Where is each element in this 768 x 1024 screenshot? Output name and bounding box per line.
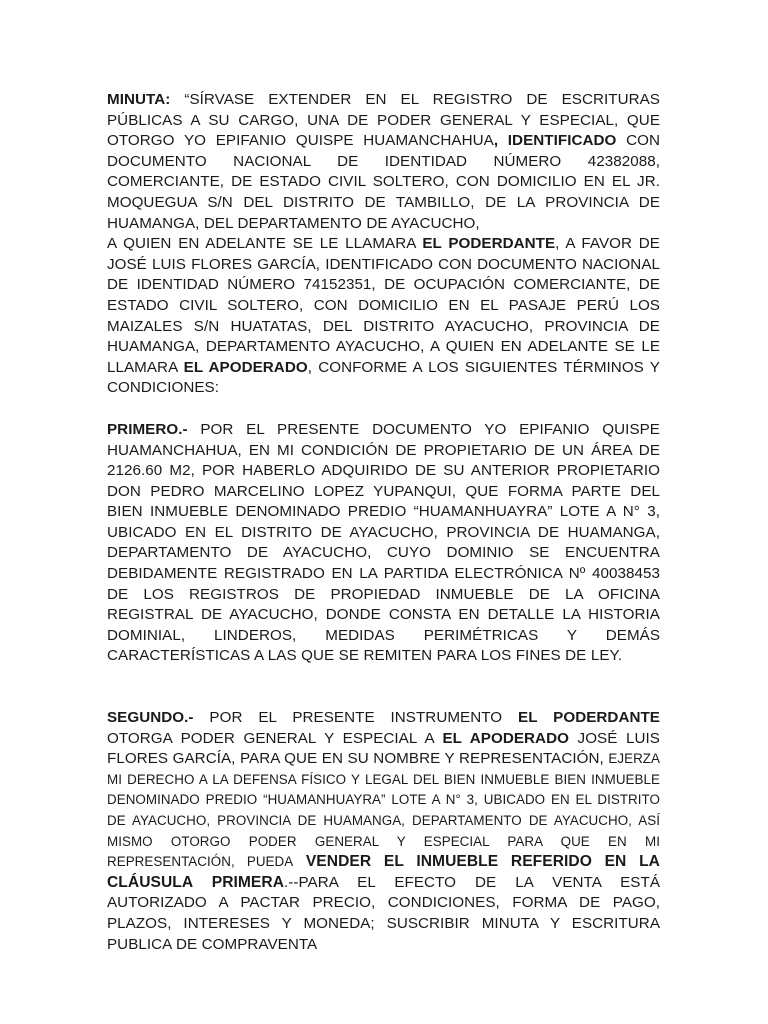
segundo-text-3: JOSÉ LUIS FLORES GARCÍA, PARA QUE EN SU NOMBRE Y REPRESENTACIÓN, xyxy=(107,729,660,768)
segundo-vender: VENDER EL INMUEBLE REFERIDO EN LA CLÁUSULA PRIMERA xyxy=(107,853,660,891)
primero-label: PRIMERO.- xyxy=(107,420,188,438)
segundo-text-2: OTORGA PODER GENERAL Y ESPECIAL A xyxy=(107,729,443,747)
primero-text: POR EL PRESENTE DOCUMENTO YO EPIFANIO QUISPE HUAMANCHAHUA, EN MI CONDICIÓN DE PROPIETARIO DE UN ÁREA DE 2126.60 M2, POR HABERLO ADQUIRIDO DE SU ANTERIOR PROPIETARIO DON PEDRO MARCELINO LOPEZ YUPANQUI, QUE FORMA PARTE DEL BIEN INMUEBLE DENOMINADO PREDIO “HUAMANHUAYRA” LOTE A N° 3, UBICADO EN EL DISTRITO DE AYACUCHO, PROVINCIA DE HUAMANGA, DEPARTAMENTO DE AYACUCHO, CUYO DOMINIO SE ENCUENTRA DEBIDAMENTE REGISTRADO EN LA PARTIDA ELECTRÓNICA Nº 40038453 DE LOS REGISTROS DE PROPIEDAD INMUEBLE DE LA OFICINA REGISTRAL DE AYACUCHO, DONDE CONSTA EN DETALLE LA HISTORIA DOMINIAL, LINDEROS, MEDIDAS PERIMÉTRICAS Y DEMÁS CARACTERÍSTICAS A LAS QUE SE REMITEN PARA LOS FINES DE LEY. xyxy=(107,420,660,665)
segundo-text-4: EJERZA MI DERECHO A LA DEFENSA FÍSICO Y LEGAL DEL BIEN INMUEBLE BIEN INMUEBLE DENOMINADO PREDIO “HUAMANHUAYRA” LOTE A N° 3, UBICADO EN EL DISTRITO DE AYACUCHO, PROVINCIA DE HUAMANGA, DEPARTAMENTO DE AYACUCHO, ASÍ MISMO OTORGO PODER GENERAL Y ESPECIAL PARA QUE EN MI REPRESENTACIÓN, PUEDA xyxy=(107,751,660,870)
poderdante-text-3: , CONFORME A LOS SIGUIENTES TÉRMINOS Y CONDICIONES: xyxy=(107,358,660,397)
segundo-paragraph xyxy=(107,708,660,955)
poderdante-text-2: , A FAVOR DE JOSÉ LUIS FLORES GARCÍA, IDENTIFICADO CON DOCUMENTO NACIONAL DE IDENTIDAD NÚMERO 74152351, DE OCUPACIÓN COMERCIANTE, DE ESTADO CIVIL SOLTERO, CON DOMICILIO EN EL PASAJE PERÚ LOS MAIZALES S/N HUATATAS, DEL DISTRITO AYACUCHO, PROVINCIA DE HUAMANGA, DEPARTAMENTO AYACUCHO, A QUIEN EN ADELANTE SE LE LLAMARA xyxy=(107,235,660,376)
poderdante-term: EL PODERDANTE xyxy=(422,235,556,253)
paragraph-gap xyxy=(107,399,660,420)
minuta-label: MINUTA: xyxy=(107,91,171,108)
minuta-identificado: , IDENTIFICADO xyxy=(493,132,617,150)
segundo-poderdante: EL PODERDANTE xyxy=(518,709,660,727)
minuta-paragraph xyxy=(107,90,660,234)
segundo-text-5: .--PARA EL EFECTO DE LA VENTA ESTÁ AUTORIZADO A PACTAR PRECIO, CONDICIONES, FORMA DE PAGO, PLAZOS, INTERESES Y MONEDA; SUSCRIBIR MINUTA Y ESCRITURA PUBLICA DE COMPRAVENTA xyxy=(107,873,660,953)
segundo-apoderado: EL APODERADO xyxy=(442,729,569,747)
minuta-text-2: CON DOCUMENTO NACIONAL DE IDENTIDAD NÚMERO 42382088, COMERCIANTE, DE ESTADO CIVIL SOLTERO, CON DOMICILIO EN EL JR. MOQUEGUA S/N DEL DISTRITO DE TAMBILLO, DE LA PROVINCIA DE HUAMANGA, DEL DEPARTAMENTO DE AYACUCHO, xyxy=(107,132,660,232)
document-page xyxy=(107,90,660,955)
minuta-text-1: “SÍRVASE EXTENDER EN EL REGISTRO DE ESCRITURAS PÚBLICAS A SU CARGO, UNA DE PODER GENERAL Y ESPECIAL, QUE OTORGO YO EPIFANIO QUISPE HUAMANCHAHUA xyxy=(107,91,660,150)
segundo-text-1: POR EL PRESENTE INSTRUMENTO xyxy=(193,709,519,727)
primero-paragraph xyxy=(107,420,660,667)
segundo-label: SEGUNDO.- xyxy=(107,709,194,727)
paragraph-gap xyxy=(107,667,660,708)
apoderado-term: EL APODERADO xyxy=(183,358,308,376)
poderdante-paragraph xyxy=(107,234,660,399)
poderdante-text-1: A QUIEN EN ADELANTE SE LE LLAMARA xyxy=(107,235,423,253)
